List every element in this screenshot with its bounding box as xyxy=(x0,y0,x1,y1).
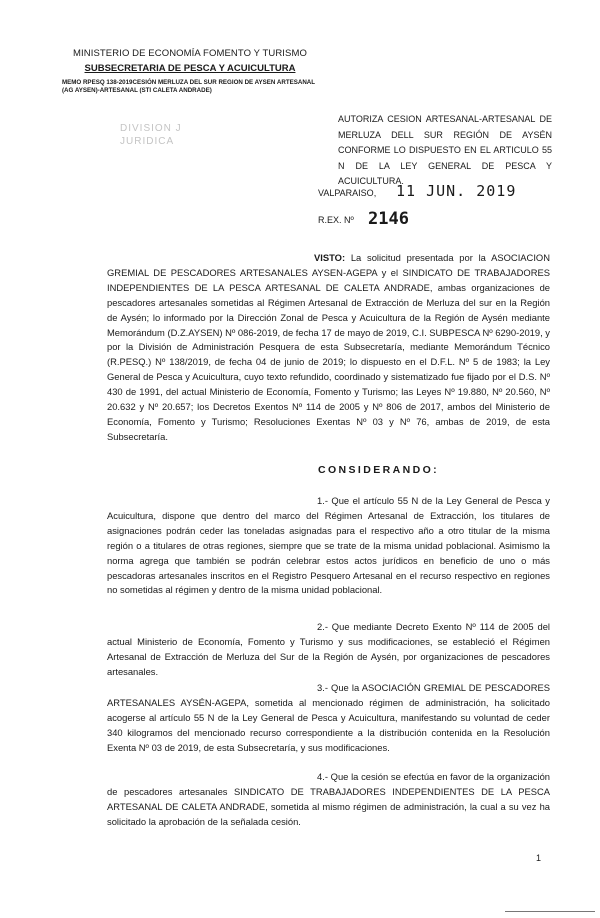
considerando-4: 4.- Que la cesión se efectúa en favor de la organización de pescadores artesanales SINDICATO DE TRABAJADORES INDEPENDIENTES DE LA PESCA ARTESANAL DE CALETA ANDRADE, sometida al mismo régimen de administración, la cual a su vez ha solicitado la aprobación de la señalada cesión. xyxy=(107,771,550,827)
memo-reference: MEMO RPESQ 138-2019CESIÓN MERLUZA DEL SUR REGION DE AYSEN ARTESANAL (AG AYSEN)-ARTESANAL (STI CALETA ANDRADE) xyxy=(62,79,315,95)
page-number: 1 xyxy=(536,853,542,863)
subsecretaria-name: SUBSECRETARIA DE PESCA Y ACUICULTURA xyxy=(84,63,296,74)
visto-text: La solicitud presentada por la ASOCIACION GREMIAL DE PESCADORES ARTESANALES AYSEN-AGEPA y el SINDICATO DE TRABAJADORES INDEPENDIENTES DE LA PESCA ARTESANAL DE CALETA ANDRADE, ambas organizaciones de pescadores artesanales sometidas al Régimen Artesanal de Extracción de Merluza del sur en la Región de Aysén; lo informado por la Dirección Zonal de Pesca y Acuicultura de la Región de Aysén mediante Memorándum (D.Z.AYSEN) Nº 086-2019, de fecha 17 de mayo de 2019, C.I. SUBPESCA Nº 6290-2019, y por la División de Administración Pesquera de esta Subsecretaría, mediante Memorándum Técnico (R.PESQ.) Nº 138/2019, de fecha 04 de junio de 2019; lo dispuesto en el D.F.L. Nº 5 de 1983; la Ley General de Pesca y Acuicultura, cuyo texto refundido, coordinado y sistematizado fue fijado por el D.S. Nº 430 de 1991, del actual Ministerio de Economía, Fomento y Turismo; las Leyes Nº 19.880, Nº 20.560, Nº 20.632 y Nº 20.657; los Decretos Exentos Nº 114 de 2005 y Nº 806 de 2017, ambos del Ministerio de Economía, Fomento y Turismo; Resoluciones Exentas Nº 03 y Nº 76, ambas de 2019, de esta Subsecretaría. xyxy=(107,252,550,442)
stamp-line-1: DIVISION J xyxy=(120,123,182,134)
division-stamp xyxy=(120,122,245,156)
footer-divider xyxy=(505,911,595,912)
visto-label: VISTO: xyxy=(314,252,346,263)
visto-paragraph xyxy=(107,251,550,445)
considerando-2: 2.- Que mediante Decreto Exento Nº 114 de 2005 del actual Ministerio de Economía, Fomento y Turismo y sus modificaciones, se estableció el Régimen Artesanal de Extracción de Merluza del Sur de la Región de Aysén, por organizaciones de pescadores artesanales. xyxy=(107,621,550,677)
considerando-heading: CONSIDERANDO: xyxy=(318,464,440,476)
ministry-name: MINISTERIO DE ECONOMÍA FOMENTO Y TURISMO xyxy=(73,48,307,59)
considerando-3: 3.- Que la ASOCIACIÓN GREMIAL DE PESCADORES ARTESANALES AYSÉN-AGEPA, sometida al mencionado régimen de administración, ha solicitado acogerse al artículo 55 N de la Ley General de Pesca y Acuicultura, manifestando su voluntad de ceder 340 kilogramos del mencionado recurso correspondiente a la distribución contenida en la Resolución Exenta Nº 03 de 2019, de esta Subsecretaría, y sus modificaciones. xyxy=(107,682,550,753)
resolution-date: 11 JUN. 2019 xyxy=(396,182,517,200)
rex-label: R.EX. Nº xyxy=(318,215,354,225)
resolution-summary: AUTORIZA CESION ARTESANAL-ARTESANAL DE MERLUZA DELL SUR REGIÓN DE AYSÉN CONFORME LO DISPUESTO EN EL ARTICULO 55 N DE LA LEY GENERAL DE PESCA Y ACUICULTURA. xyxy=(338,114,552,186)
rex-number: 2146 xyxy=(368,209,409,229)
place-label: VALPARAISO, xyxy=(318,188,377,198)
considerando-1: 1.- Que el artículo 55 N de la Ley General de Pesca y Acuicultura, dispone que dentro del marco del Régimen Artesanal de Extracción, los titulares de asignaciones podrán ceder las toneladas asignadas para el respectivo año a otro titular de la misma región o a titulares de otras regiones, siempre que se trate de la misma unidad poblacional. Asimismo la norma agrega que también se podrán celebrar estos actos jurídicos en beneficio de uno o más pescadoras artesanales inscritos en el Registro Pesquero Artesanal en el recurso respectivo en regiones no sometidas al régimen y dentro de la misma unidad poblacional. xyxy=(107,495,550,596)
stamp-line-2: JURIDICA xyxy=(120,136,175,147)
